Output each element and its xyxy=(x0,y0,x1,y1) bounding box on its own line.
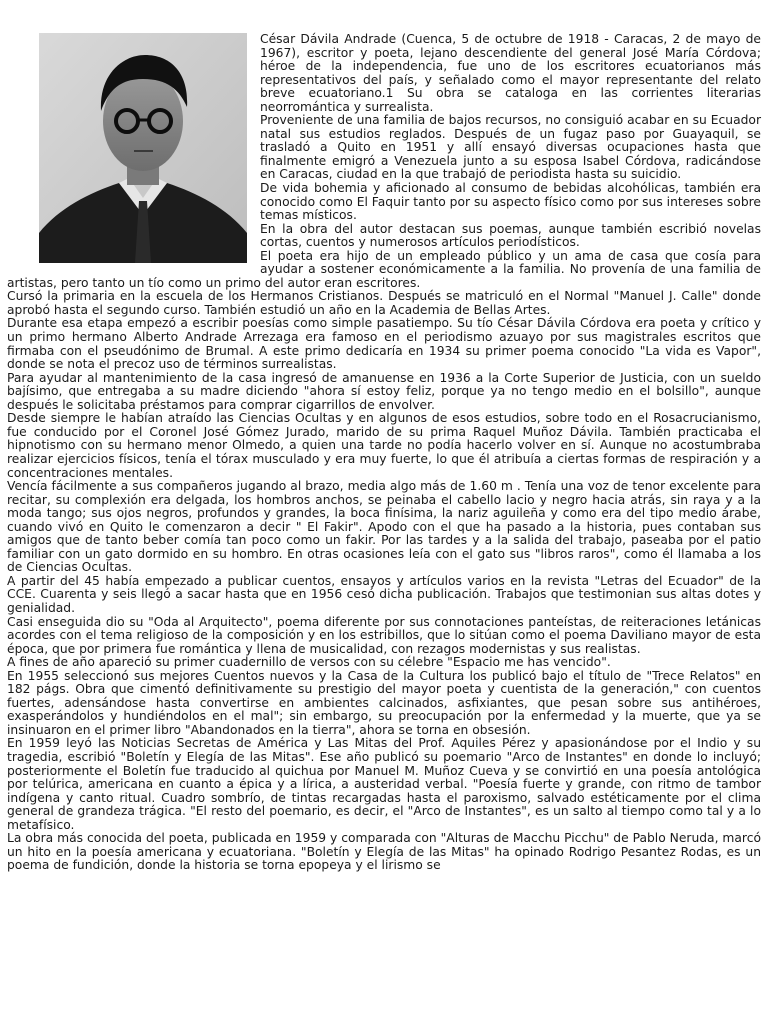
paragraph-3: De vida bohemia y aficionado al consumo de bebidas alcohólicas, también era conocido como El Faquir tanto por su aspecto físico como por sus intereses sobre temas místicos. xyxy=(260,181,761,223)
paragraph-8: Para ayudar al mantenimiento de la casa ingresó de amanuense en 1936 a la Corte Superior de Justicia, con un sueldo bajísimo, que entregaba a su madre diciendo "ahora sí estoy feliz, porque ya no tengo medio en el bolsillo", aunque después le solicitaba préstamos para comprar cigarrillos de envolver. xyxy=(7,370,761,412)
paragraph-14: En 1955 seleccionó sus mejores Cuentos nuevos y la Casa de la Cultura los publicó bajo el título de "Trece Relatos" en 182 págs. Obra que cimentó definitivamente su prestigio del mayor poeta y cuentista de la generación," con cuentos fuertes, adensándose hasta convertirse en ambientes calcinados, asfixiantes, que pesan sobre sus antihéroes, exasperándolos y hundiéndolos en el mal"; sin embargo, su preocupación por la enfermedad y la muerte, que ya se insinuaron en el primer libro "Abandonados en la tierra", ahora se torna en obsesión. xyxy=(7,668,761,737)
paragraph-7: Durante esa etapa empezó a escribir poesías como simple pasatiempo. Su tío César Dávila Córdova era poeta y crítico y un primo hermano Alberto Andrade Arrezaga era famoso en el periodismo azuayo por sus magistrales escritos que firmaba con el pseudónimo de Brumal. A este primo dedicaría en 1934 su primer poema conocido "La vida es Vapor", donde se nota el precoz uso de términos surrealistas. xyxy=(7,316,761,372)
paragraph-5: El poeta era hijo de un empleado público y un ama de casa que cosía para ayudar a sostener económicamente a la familia. No provenía de una familia de artistas, pero tanto un tío como un primo del autor eran escritores. xyxy=(7,248,761,290)
paragraph-13: A fines de año apareció su primer cuadernillo de versos con su célebre "Espacio me has vencido". xyxy=(7,655,611,670)
paragraph-9: Desde siempre le habían atraído las Ciencias Ocultas y en algunos de esos estudios, sobre todo en el Rosacrucianismo, fue conducido por el Coronel José Gómez Jurado, marido de su prima Raquel Muñoz Dávila. También practicaba el hipnotismo con su hermano menor Olmedo, a quien una tarde no podía hacerlo volver en sí. Aunque no acostumbraba realizar ejercicios físicos, tenía el tórax musculado y era muy fuerte, lo que él atribuía a ciertas formas de respiración y a concentraciones mentales. xyxy=(7,411,761,480)
portrait-spacer xyxy=(7,33,260,276)
paragraph-6: Cursó la primaria en la escuela de los Hermanos Cristianos. Después se matriculó en el Normal "Manuel J. Calle" donde aprobó hasta el segundo curso. También estudió un año en la Academia de Bellas Artes. xyxy=(7,289,761,317)
paragraph-15: En 1959 leyó las Noticias Secretas de América y Las Mitas del Prof. Aquiles Pérez y apasionándose por el Indio y su tragedia, escribió "Boletín y Elegía de las Mitas". Ese año publicó su poemario "Arco de Instantes" en donde lo incluyó; posteriormente el Boletín fue traducido al quichua por Manuel M. Muñoz Cueva y se convirtió en una poesía antológica por telúrica, americana en cuanto a épica y a lírica, a austeridad verbal. "Poesía fuerte y grande, con ritmo de tambor indígena y canto ritual. Cuadro sombrío, de tintas recargadas hasta el paroxismo, salvado estéticamente por el clima general de grandeza trágica. "El resto del poemario, es decir, el "Arco de Instantes", es un salto al tiempo como tal y a lo metafísico. xyxy=(7,736,761,832)
paragraph-16: La obra más conocida del poeta, publicada en 1959 y comparada con "Alturas de Macchu Picchu" de Pablo Neruda, marcó un hito en la poesía americana y ecuatoriana. "Boletín y Elegía de las Mitas" ha opinado Rodrigo Pesantez Rodas, es un poema de fundición, donde la historia se torna epopeya y el lirismo se xyxy=(7,831,761,873)
paragraph-2: Proveniente de una familia de bajos recursos, no consiguió acabar en su Ecuador natal sus estudios reglados. Después de un fugaz paso por Guayaquil, se trasladó a Quito en 1951 y allí ensayó diversas ocupaciones hasta que finalmente emigró a Venezuela junto a su esposa Isabel Córdova, radicándose en Caracas, ciudad en la que trabajó de periodista hasta su suicidio. xyxy=(260,113,761,182)
paragraph-11: A partir del 45 había empezado a publicar cuentos, ensayos y artículos varios en la revista "Letras del Ecuador" de la CCE. Cuarenta y seis llegó a sacar hasta que en 1956 cesó dicha publicación. Trabajos que testimonian sus altas dotes y genialidad. xyxy=(7,573,761,615)
paragraph-1: César Dávila Andrade (Cuenca, 5 de octubre de 1918 - Caracas, 2 de mayo de 1967), escritor y poeta, lejano descendiente del general José María Córdova; héroe de la independencia, fue uno de los escritores ecuatorianos más representativos del país, y señalado como el mayor representante del relato breve ecuatoriano.1 Su obra se cataloga en las corrientes literarias neorromántica y surrealista. xyxy=(260,32,761,114)
paragraph-4: En la obra del autor destacan sus poemas, aunque también escribió novelas cortas, cuentos y numerosos artículos periodísticos. xyxy=(260,221,761,250)
paragraph-10: Vencía fácilmente a sus compañeros jugando al brazo, media algo más de 1.60 m . Tenía una voz de tenor excelente para recitar, su complexión era delgada, los hombros anchos, se peinaba el cabello lacio y negro hacia atrás, sin raya y a la moda tango; sus ojos negros, profundos y grandes, la boca finísima, la nariz aguileña y como era del tipo medio árabe, cuando vivó en Quito le comenzaron a decir " El Fakir". Apodo con el que ha pasado a la historia, pues contaban sus amigos que de tanto beber comía tan poco como un fakir. Por las tardes y a la salida del trabajo, paseaba por el patio familiar con un gato dormido en su hombro. En otras ocasiones leía con el gato sus "libros raros", como él llamaba a los de Ciencias Ocultas. xyxy=(7,479,761,575)
paragraph-12: Casi enseguida dio su "Oda al Arquitecto", poema diferente por sus connotaciones panteístas, de reiteraciones letánicas acordes con el tema religioso de la composición y en los estribillos, que lo sitúan como el poema Daviliano mayor de esta época, que por primera fue romántica y llena de musicalidad, con rezagos modernistas y sus realistas. xyxy=(7,614,761,656)
article-text xyxy=(7,33,761,873)
